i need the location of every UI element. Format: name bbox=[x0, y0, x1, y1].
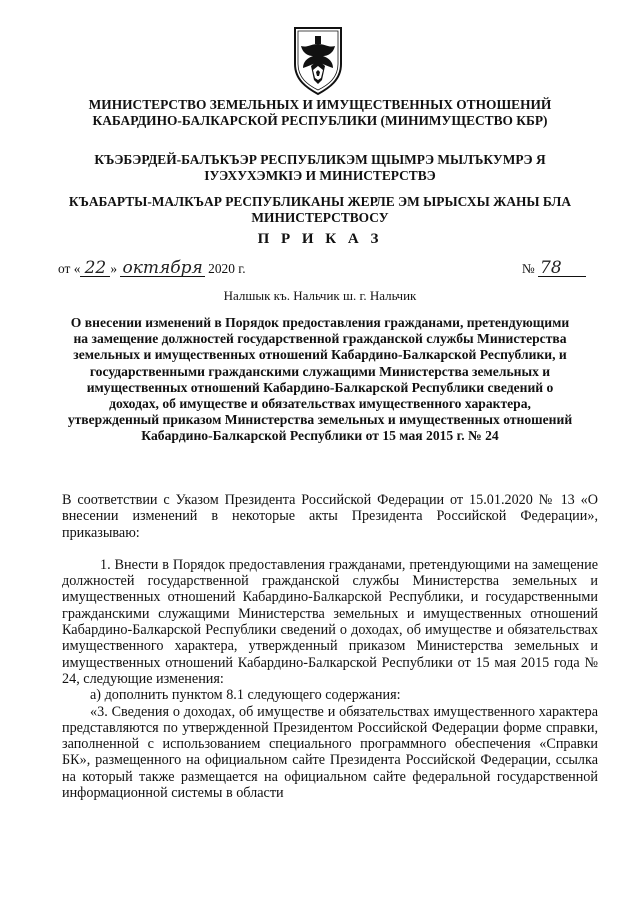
document-title: П Р И К А З bbox=[257, 231, 383, 247]
number-label: № bbox=[521, 261, 535, 276]
date-day-handwritten: 22 bbox=[80, 260, 110, 277]
number-handwritten: 78 bbox=[538, 260, 586, 277]
date-year: 2020 г. bbox=[208, 261, 246, 276]
order-subject: О внесении изменений в Порядок предоставления гражданами, претендующими на замещение должностей государственной гражданской службы Министерства земельных и имущественных отношений Кабардино-Балкарской Республики, и государственными гражданскими служащими Министерства земельных и имущественных отношений Кабардино-Балкарской Республики сведений о доходах, об имуществе и обязательствах имущественного характера, утвержденный приказом Министерства земельных и имущественных отношений Кабардино-Балкарской Республики от 15 мая 2015 г. № 24 bbox=[67, 315, 573, 444]
body-paragraph: а) дополнить пунктом 8.1 следующего содержания: bbox=[90, 687, 401, 704]
order-body bbox=[62, 492, 598, 801]
ministry-name-balkar: КЪАБАРТЫ-МАЛКЪАР РЕСПУБЛИКАНЫ ЖЕРЛЕ ЭМ ЫРЫСХЫ ЖАНЫ БЛА МИНИСТЕРСТВОСУ bbox=[68, 194, 572, 225]
body-paragraph: «3. Сведения о доходах, об имуществе и обязательствах имущественного характера представляются по утвержденной Президентом Российской Федерации форме справки, заполненной с использованием специального программного обеспечения «Справки БК», размещенного на официальном сайте Президента Российской Федерации, ссылка на который также размещается на официальном сайте федеральной государственной информационной системы в области bbox=[62, 703, 598, 802]
date-mid: » bbox=[110, 261, 118, 276]
order-number bbox=[522, 260, 586, 277]
body-paragraph: В соответствии с Указом Президента Российской Федерации от 15.01.2020 № 13 «О внесении изменений в некоторые акты Президента Российской Федерации», приказываю: bbox=[62, 492, 598, 541]
place-of-issue: Налшык къ. Нальчик ш. г. Нальчик bbox=[223, 288, 417, 303]
ministry-name-kabardian: КЪЭБЭРДЕЙ-БАЛЪКЪЭР РЕСПУБЛИКЭМ ЩIЫМРЭ МЫЛЪКУМРЭ Я IУЭХУХЭМКIЭ И МИНИСТЕРСТВЭ bbox=[94, 152, 546, 183]
dateline bbox=[58, 254, 590, 280]
ministry-name-ru: МИНИСТЕРСТВО ЗЕМЕЛЬНЫХ И ИМУЩЕСТВЕННЫХ ОТНОШЕНИЙ КАБАРДИНО-БАЛКАРСКОЙ РЕСПУБЛИКИ (МИНИМУЩЕСТВО КБР) bbox=[88, 97, 552, 128]
date-prefix: от « bbox=[58, 261, 81, 276]
coat-of-arms-icon bbox=[289, 24, 347, 96]
body-paragraph: 1. Внести в Порядок предоставления гражданами, претендующими на замещение должностей государственной гражданской службы Министерства земельных и имущественных отношений Кабардино-Балкарской Республики, и государственными гражданскими служащими Министерства земельных и имущественных отношений Кабардино-Балкарской Республики сведений о доходах, об имуществе и обязательствах имущественного характера, утвержденный приказом Министерства земельных и имущественных отношений Кабардино-Балкарской Республики от 15 мая 2015 года № 24, следующие изменения: bbox=[62, 556, 598, 687]
date-month-handwritten: октября bbox=[122, 258, 203, 278]
order-date bbox=[58, 260, 246, 277]
